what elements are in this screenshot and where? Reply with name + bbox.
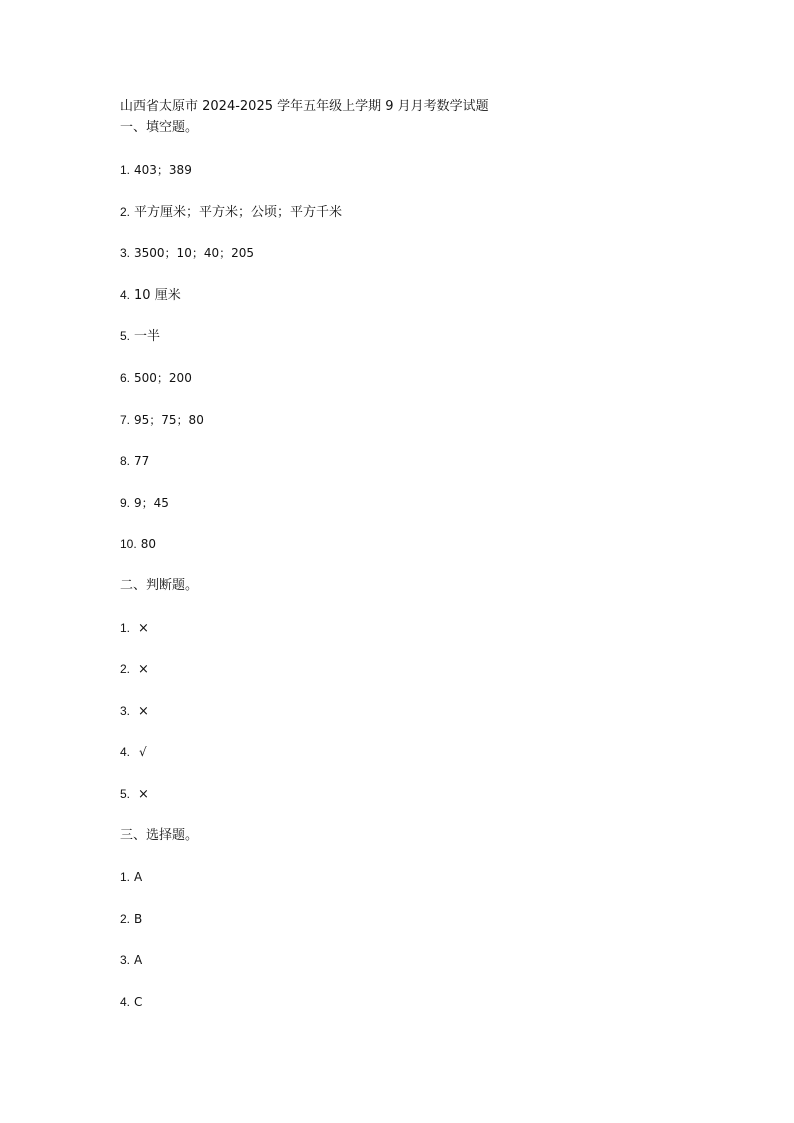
list-item	[120, 702, 149, 721]
list-item	[120, 619, 149, 638]
item-answer: 77	[134, 454, 150, 468]
list-item	[120, 743, 147, 761]
list-item	[120, 327, 160, 346]
item-answer: 403；389	[134, 163, 192, 177]
item-number: 4.	[120, 995, 131, 1009]
list-item	[120, 411, 204, 429]
item-number: 9.	[120, 496, 131, 510]
item-answer: B	[134, 912, 143, 926]
item-answer: 平方厘米；平方米；公顷；平方千米	[134, 205, 343, 220]
document-title: 山西省太原市 2024-2025 学年五年级上学期 9 月月考数学试题	[120, 99, 489, 114]
list-item	[120, 910, 142, 928]
list-item	[120, 161, 192, 179]
item-number: 5.	[120, 787, 131, 801]
list-item	[120, 951, 142, 969]
item-number: 4.	[120, 745, 131, 759]
cross-mark: ×	[138, 621, 149, 636]
item-number: 5.	[120, 329, 131, 343]
item-number: 2.	[120, 205, 131, 219]
item-number: 3.	[120, 246, 131, 260]
item-number: 1.	[120, 621, 131, 635]
section-heading-fill-in: 一、填空题。	[120, 120, 199, 135]
list-item	[120, 868, 142, 886]
item-number: 1.	[120, 870, 131, 884]
list-item	[120, 286, 181, 305]
item-number: 3.	[120, 953, 131, 967]
list-item	[120, 369, 192, 387]
item-number: 8.	[120, 454, 131, 468]
item-answer: A	[134, 953, 143, 967]
item-answer: 80	[140, 537, 156, 551]
list-item	[120, 452, 149, 470]
item-number: 4.	[120, 288, 131, 302]
list-item	[120, 535, 156, 553]
list-item	[120, 244, 254, 262]
item-number: 1.	[120, 163, 131, 177]
item-answer: 一半	[134, 329, 161, 344]
cross-mark: ×	[138, 787, 149, 802]
list-item	[120, 494, 169, 512]
section-heading-multiple-choice: 三、选择题。	[120, 828, 199, 843]
cross-mark: ×	[138, 662, 149, 677]
item-answer: A	[134, 870, 143, 884]
item-answer: 9；45	[134, 496, 169, 510]
list-item	[120, 993, 142, 1011]
item-answer: 10 厘米	[134, 288, 181, 303]
section-heading-true-false: 二、判断题。	[120, 578, 199, 593]
check-mark: √	[139, 745, 147, 759]
item-number: 7.	[120, 413, 131, 427]
item-number: 6.	[120, 371, 131, 385]
list-item	[120, 203, 342, 222]
item-number: 2.	[120, 662, 131, 676]
list-item	[120, 660, 149, 679]
item-number: 3.	[120, 704, 131, 718]
item-number: 2.	[120, 912, 131, 926]
item-answer: 3500；10；40；205	[134, 246, 254, 260]
item-number: 10.	[120, 537, 137, 551]
item-answer: 95；75；80	[134, 413, 204, 427]
cross-mark: ×	[138, 704, 149, 719]
item-answer: 500；200	[134, 371, 192, 385]
item-answer: C	[134, 995, 143, 1009]
list-item	[120, 785, 149, 804]
